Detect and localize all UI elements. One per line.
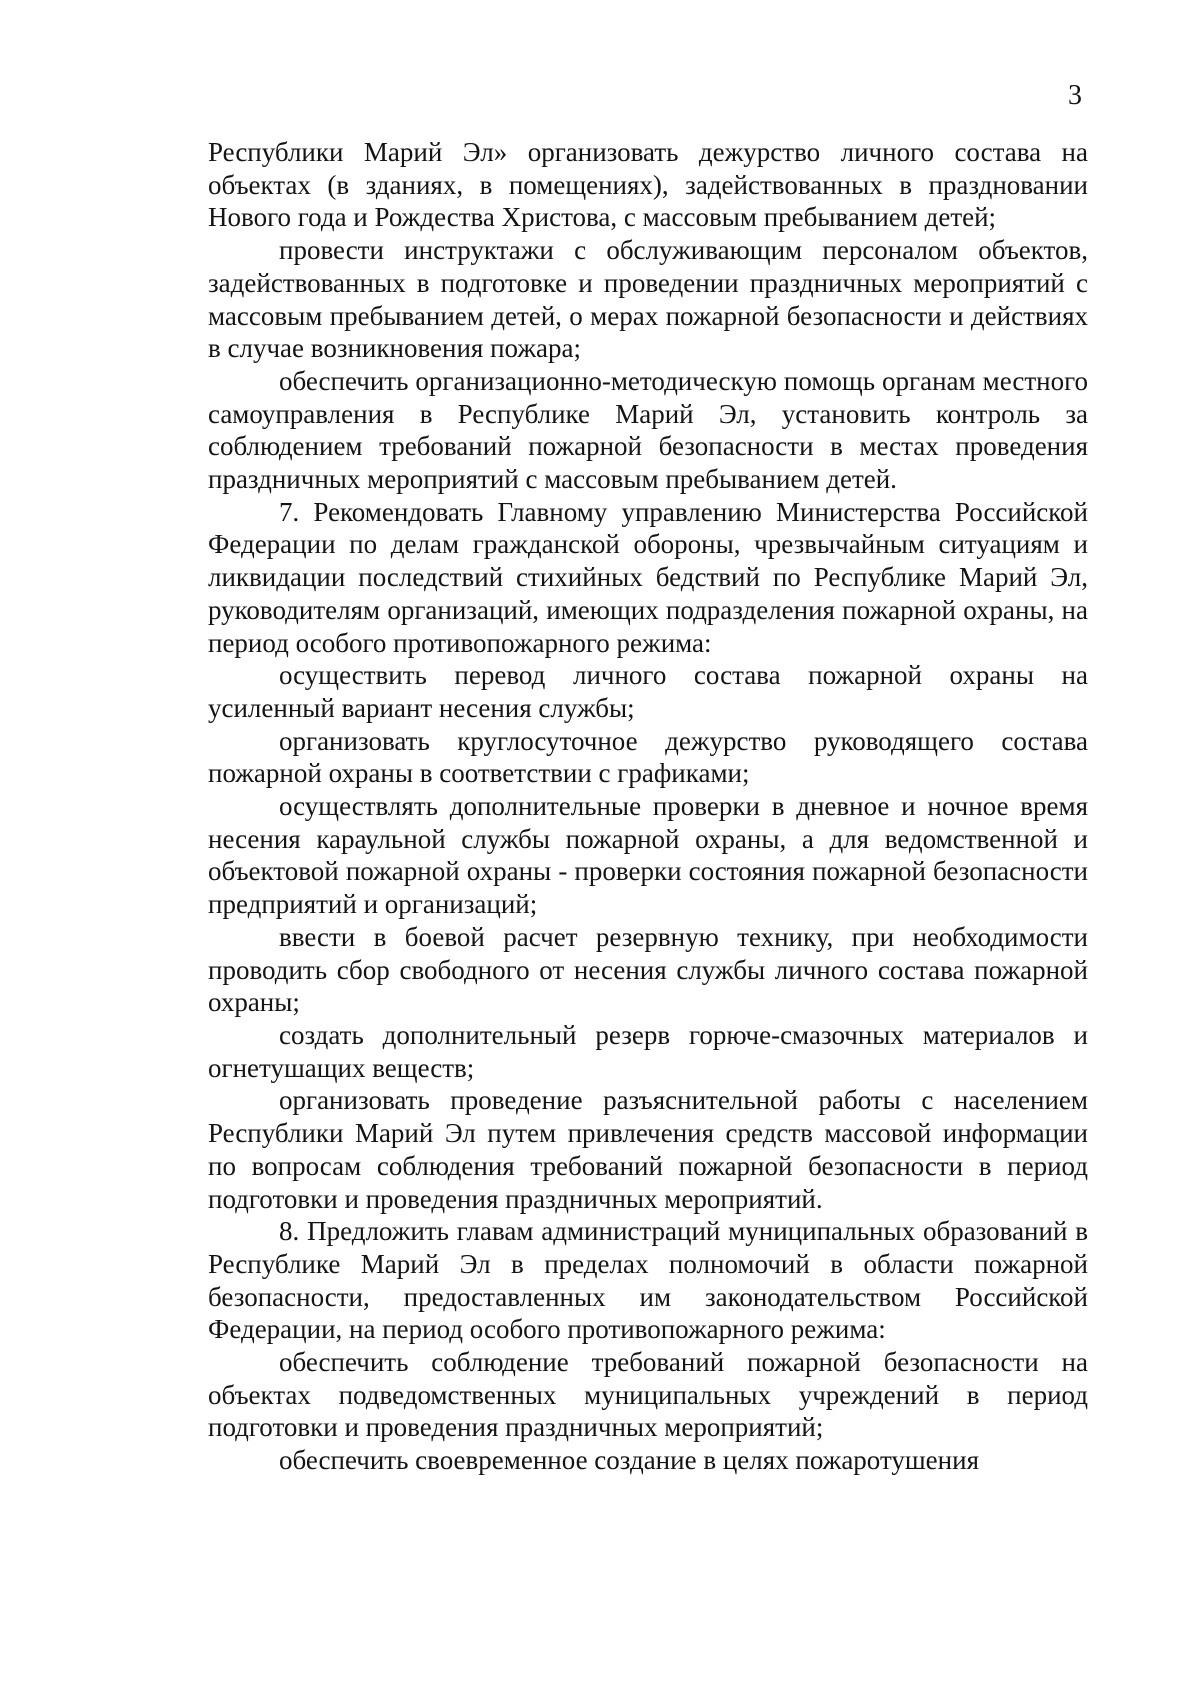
- paragraph-reinforced-duty: осуществить перевод личного состава пожарной охраны на усиленный вариант несения службы;: [208, 660, 1088, 723]
- document-body: [208, 136, 1088, 1477]
- paragraph-continuation: Республики Марий Эл» организовать дежурство личного состава на объектах (в зданиях, в помещениях), задействованных в праздновании Нового года и Рождества Христова, с массовым пребыванием детей;: [208, 137, 1088, 233]
- paragraph-round-the-clock-duty: организовать круглосуточное дежурство руководящего состава пожарной охраны в соответствии с графиками;: [208, 725, 1088, 789]
- paragraph-compliance: обеспечить соблюдение требований пожарной безопасности на объектах подведомственных муниципальных учреждений в период подготовки и проведения праздничных мероприятий;: [208, 1347, 1088, 1443]
- paragraph-additional-checks: осуществлять дополнительные проверки в дневное и ночное время несения караульной службы пожарной охраны, а для ведомственной и объектовой пожарной охраны - проверки состояния пожарной безопасности предприятий и организаций;: [208, 791, 1088, 920]
- paragraph-item-7: 7. Рекомендовать Главному управлению Министерства Российской Федерации по делам гражданской обороны, чрезвычайным ситуациям и ликвидации последствий стихийных бедствий по Республике Марий Эл, руководителям организаций, имеющих подразделения пожарной охраны, на период особого противопожарного режима:: [208, 496, 1088, 658]
- paragraph-item-8: 8. Предложить главам администраций муниципальных образований в Республике Марий Эл в пределах полномочий в области пожарной безопасности, предоставленных им законодательством Российской Федерации, на период особого противопожарного режима:: [208, 1216, 1088, 1345]
- paragraph-methodical-assistance: обеспечить организационно-методическую помощь органам местного самоуправления в Республике Марий Эл, установить контроль за соблюдением требований пожарной безопасности в местах проведения праздничных мероприятий с массовым пребыванием детей.: [208, 365, 1088, 495]
- paragraph-instruction-briefing: провести инструктажи с обслуживающим персоналом объектов, задействованных в подготовке и проведении праздничных мероприятий с массовым пребыванием детей, о мерах пожарной безопасности и действиях в случае возникновения пожара;: [208, 235, 1088, 364]
- paragraph-public-outreach: организовать проведение разъяснительной работы с населением Республики Марий Эл путем привлечения средств массовой информации по вопросам соблюдения требований пожарной безопасности в период подготовки и проведения праздничных мероприятий.: [208, 1085, 1088, 1214]
- paragraph-timely-creation: обеспечить своевременное создание в целях пожаротушения: [279, 1445, 979, 1476]
- page-number: 3: [1068, 80, 1082, 111]
- paragraph-fuel-reserve: создать дополнительный резерв горюче-смазочных материалов и огнетушащих веществ;: [208, 1019, 1088, 1083]
- paragraph-reserve-equipment: ввести в боевой расчет резервную технику, при необходимости проводить сбор свободного от несения службы личного состава пожарной охраны;: [208, 921, 1088, 1018]
